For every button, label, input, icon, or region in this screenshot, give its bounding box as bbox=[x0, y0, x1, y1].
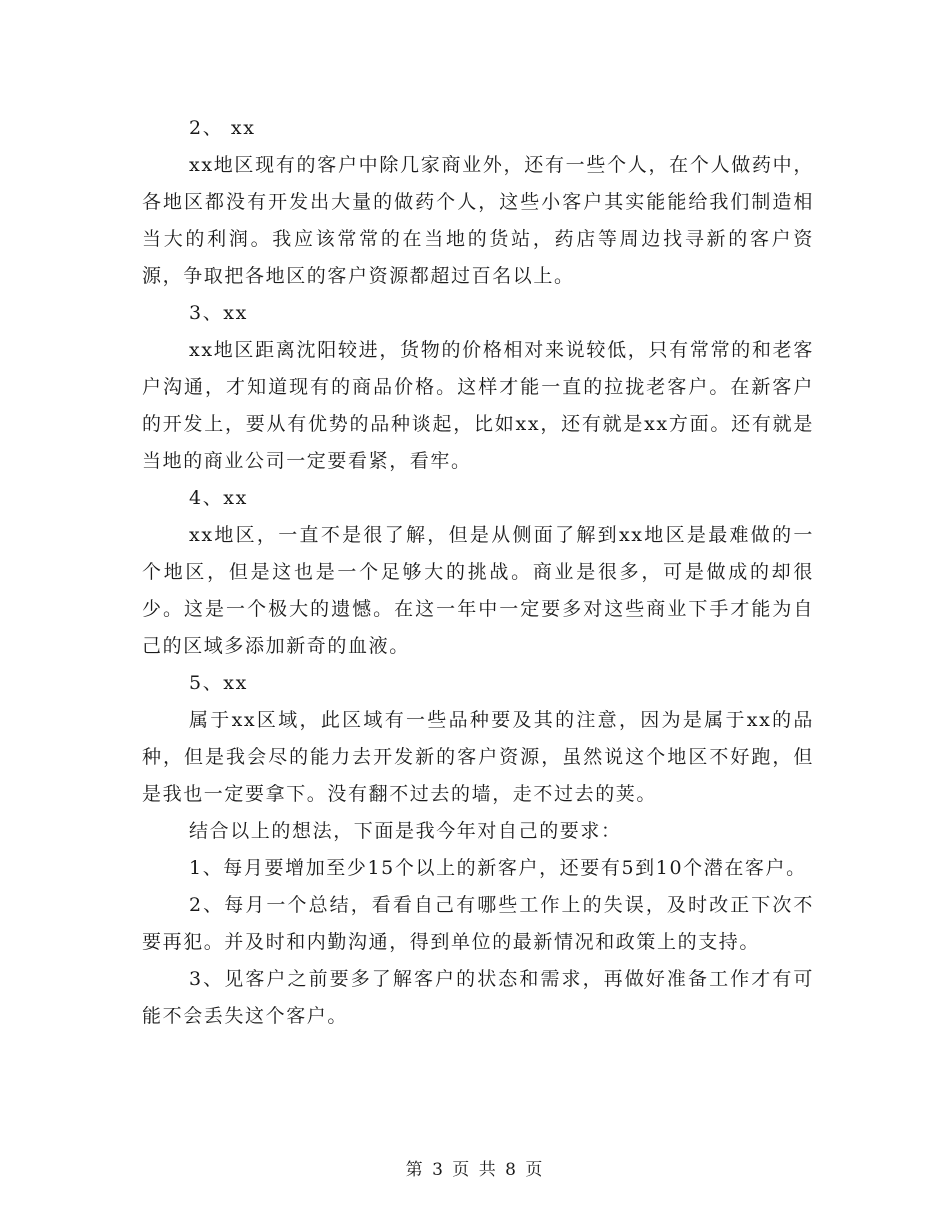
requirement-item-2: 2、每月一个总结，看看自己有哪些工作上的失误，及时改正下次不要再犯。并及时和内勤沟通，得到单位的最新情况和政策上的支持。 bbox=[142, 894, 814, 953]
paragraph-region-3: xx地区距离沈阳较进，货物的价格相对来说较低，只有常常的和老客户沟通，才知道现有的商品价格。这样才能一直的拉拢老客户。在新客户的开发上，要从有优势的品种谈起，比如xx，还有就是xx方面。还有就是当地的商业公司一定要看紧，看牢。 bbox=[142, 339, 814, 472]
section-heading-3: 3、xx bbox=[189, 302, 248, 324]
paragraph-summary-intro: 结合以上的想法，下面是我今年对自己的要求： bbox=[189, 820, 622, 842]
section-heading-5: 5、xx bbox=[189, 672, 248, 694]
requirement-item-3: 3、见客户之前要多了解客户的状态和需求，再做好准备工作才有可能不会丢失这个客户。 bbox=[142, 968, 814, 1027]
paragraph-region-2: xx地区现有的客户中除几家商业外，还有一些个人，在个人做药中，各地区都没有开发出大量的做药个人，这些小客户其实能能给我们制造相当大的利润。我应该常常的在当地的货站，药店等周边找寻新的客户资源，争取把各地区的客户资源都超过百名以上。 bbox=[142, 154, 814, 287]
paragraph-region-4: xx地区，一直不是很了解，但是从侧面了解到xx地区是最难做的一个地区，但是这也是一个足够大的挑战。商业是很多，可是做成的却很少。这是一个极大的遗憾。在这一年中一定要多对这些商业下手才能为自己的区域多添加新奇的血液。 bbox=[142, 524, 814, 657]
page-footer: 第 3 页 共 8 页 bbox=[405, 1160, 545, 1180]
document-body bbox=[142, 110, 814, 1035]
paragraph-region-5: 属于xx区域，此区域有一些品种要及其的注意，因为是属于xx的品种，但是我会尽的能力去开发新的客户资源，虽然说这个地区不好跑，但是我也一定要拿下。没有翻不过去的墙，走不过去的荚。 bbox=[142, 709, 814, 805]
section-heading-4: 4、xx bbox=[189, 487, 248, 509]
requirement-item-1: 1、每月要增加至少15个以上的新客户，还要有5到10个潜在客户。 bbox=[189, 857, 807, 879]
section-heading-2: 2、 xx bbox=[189, 117, 256, 139]
